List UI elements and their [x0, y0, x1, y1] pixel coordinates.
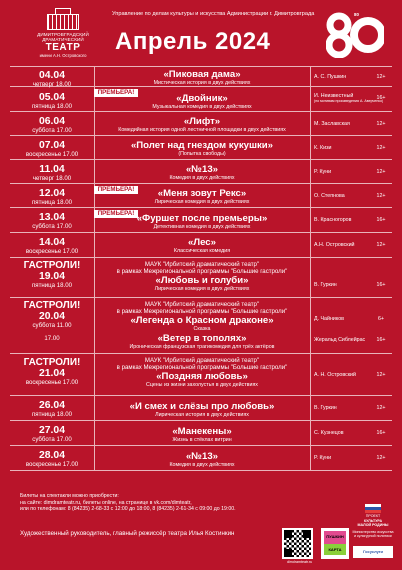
- event-program: в рамках Межрегиональной программы "Большие гастроли": [116, 364, 288, 371]
- project-logo: [354, 504, 392, 528]
- tickets-line-3: или по телефонам: 8 (84235) 2-68-33 с 12:00 до 18:00, 8 (84235) 2-61-34 с 09:00 до 19:00.: [20, 506, 236, 512]
- event-date: 28.04: [38, 450, 65, 461]
- age-rating: 16+: [376, 217, 386, 223]
- event-author: В. Гуркин: [314, 282, 337, 288]
- event-date: 06.04: [38, 116, 65, 127]
- event-row: [10, 396, 392, 421]
- event-desc: Комедия в двух действиях: [169, 175, 235, 181]
- event-title: «Лифт»: [183, 116, 221, 127]
- event-title: «Поздняя любовь»: [156, 371, 248, 382]
- event-date: 07.04: [38, 140, 65, 151]
- tour-label: ГАСТРОЛИ!: [23, 260, 81, 271]
- event-day: пятница 18.00: [32, 282, 72, 289]
- event-row: [10, 67, 392, 87]
- event-row: [10, 136, 392, 160]
- event-desc: Детективная комедия в двух действиях: [153, 224, 251, 230]
- season-80-icon: [326, 12, 384, 58]
- event-day: воскресенье 17.00: [25, 151, 79, 158]
- age-rating: 16+: [376, 282, 386, 288]
- event-date: 21.04: [38, 368, 65, 379]
- event-author: М. Заславская: [314, 121, 350, 127]
- event-title: «И смех и слёзы про любовь»: [129, 401, 275, 412]
- event-author: К. Кизи: [314, 145, 332, 151]
- event-title-2: «Ветер в тополях»: [157, 332, 247, 344]
- event-program: в рамках Межрегиональной программы "Большие гастроли": [116, 308, 288, 315]
- event-day: воскресенье 17.00: [25, 248, 79, 255]
- event-day: пятница 18.00: [32, 411, 72, 418]
- event-author: А.Н. Островский: [314, 242, 355, 248]
- event-author: Р. Куни: [314, 169, 332, 175]
- poster-header: [0, 0, 402, 66]
- event-author: Д. Чайников: [314, 316, 344, 322]
- event-presenter: МАУК "Ирбитский драматический театр": [144, 357, 260, 364]
- event-day: воскресенье 17.00: [25, 379, 79, 386]
- event-row: [10, 184, 392, 208]
- event-author: И. Неизвестный: [314, 93, 354, 99]
- premiere-badge: ПРЕМЬЕРА!: [94, 89, 138, 97]
- event-day: пятница 18.00: [32, 103, 72, 110]
- event-title: «Меня зовут Рекс»: [157, 188, 247, 199]
- age-rating: 12+: [376, 145, 386, 151]
- logo-line-3: имени А.Н. Островского: [39, 53, 87, 58]
- event-desc: Лирическая история в двух действиях: [155, 412, 249, 418]
- event-day: суббота 17.00: [32, 436, 72, 443]
- event-date: 20.04: [38, 311, 65, 322]
- administration-line: Управление по делам культуры и искусства Администрации г. Димитровграда: [112, 11, 315, 17]
- event-date: 27.04: [38, 425, 65, 436]
- qr-caption: dimdramteatr.ru: [287, 560, 313, 564]
- event-row: [10, 354, 392, 396]
- premiere-badge: ПРЕМЬЕРА!: [94, 186, 138, 194]
- event-row: [10, 208, 392, 233]
- premiere-badge: ПРЕМЬЕРА!: [94, 210, 138, 218]
- age-rating: 12+: [376, 405, 386, 411]
- project-line-1: ПРОЕКТ: [365, 514, 381, 518]
- age-rating: 12+: [376, 121, 386, 127]
- event-row: [10, 233, 392, 258]
- tour-label: ГАСТРОЛИ!: [23, 300, 81, 311]
- theatre-building-icon: [47, 8, 79, 30]
- event-author-note: (по мотивам произведения А. Аверченко): [314, 99, 384, 104]
- age-rating: 12+: [376, 193, 386, 199]
- logo-line-2: ТЕАТР: [45, 42, 81, 53]
- event-date: 26.04: [38, 400, 65, 411]
- age-rating-2: 16+: [376, 337, 386, 343]
- event-title: «Пиковая дама»: [163, 69, 241, 80]
- project-line-2: КУЛЬТУРА: [363, 518, 383, 523]
- event-day: воскресенье 17.00: [25, 461, 79, 468]
- tickets-line-1: Билеты на спектакли можно приобрести:: [20, 493, 119, 499]
- age-rating: 12+: [376, 455, 386, 461]
- event-author: А. Н. Островский: [314, 372, 356, 378]
- event-date: 05.04: [38, 92, 65, 103]
- event-desc: Комедия в двух действиях: [169, 462, 235, 468]
- qr-code-icon[interactable]: [282, 528, 313, 559]
- project-line-3: МАЛОЙ РОДИНЫ: [357, 523, 389, 528]
- event-row: [10, 258, 392, 298]
- event-desc: Мистическая история в двух действиях: [153, 80, 251, 86]
- pushkin-card-logo: [321, 528, 349, 559]
- event-row: [10, 421, 392, 446]
- age-rating: 12+: [376, 169, 386, 175]
- event-title: «Двойник»: [176, 93, 228, 104]
- russian-flag-icon: [365, 504, 381, 513]
- event-title: «№13»: [185, 164, 219, 175]
- event-row: [10, 112, 392, 136]
- event-day: суббота 17.00: [32, 127, 72, 134]
- tickets-line-2[interactable]: на сайте: dimdramteatr.ru, билеты online, на странице в vk.com/dimteatr,: [20, 499, 192, 506]
- event-author: В. Красногоров: [314, 217, 352, 223]
- event-day: суббота 11.00: [32, 322, 72, 329]
- event-desc: Лирическая комедия в двух действиях: [154, 199, 250, 205]
- event-day: четверг 18.00: [32, 175, 72, 182]
- theatre-logo: [22, 8, 104, 58]
- event-desc: Комедийная история одной лестничной площадки в двух действиях: [118, 127, 286, 133]
- event-desc-2: Ироническая французская трагикомедия для трёх актёров: [129, 343, 275, 350]
- event-date: 13.04: [38, 212, 65, 223]
- event-row: [10, 446, 392, 471]
- event-date: 19.04: [38, 271, 65, 282]
- event-title: «№13»: [185, 451, 219, 462]
- pushkin-label-bottom: КАРТА: [328, 547, 342, 552]
- age-rating: 12+: [376, 74, 386, 80]
- event-row: [10, 160, 392, 184]
- age-rating: 6+: [377, 316, 385, 322]
- event-title: «Любовь и голуби»: [155, 275, 249, 286]
- gosuslugi-logo: Госуслуги: [353, 546, 393, 558]
- age-rating: 16+: [376, 430, 386, 436]
- event-date: 11.04: [39, 164, 65, 175]
- logo-line-1: ДИМИТРОВГРАДСКИЙ ДРАМАТИЧЕСКИЙ: [37, 32, 89, 42]
- schedule-table: [10, 66, 392, 471]
- event-date: 14.04: [38, 237, 65, 248]
- season-80-badge: [326, 12, 384, 58]
- event-date: 04.04: [38, 70, 65, 81]
- event-day: четверг 18.00: [32, 81, 72, 88]
- event-presenter: МАУК "Ирбитский драматический театр": [144, 301, 260, 308]
- event-desc: Музыкальная комедия в двух действиях: [152, 104, 252, 110]
- event-desc: Лирическая комедия в двух действиях: [154, 286, 250, 292]
- age-rating: 12+: [376, 242, 386, 248]
- event-title: «Фуршет после премьеры»: [136, 213, 268, 224]
- tour-label: ГАСТРОЛИ!: [23, 357, 81, 368]
- event-author: С. Кузнецов: [314, 430, 344, 436]
- event-day: пятница 18.00: [32, 199, 72, 206]
- age-rating: 12+: [376, 372, 386, 378]
- event-presenter: МАУК "Ирбитский драматический театр": [144, 261, 260, 268]
- event-row: [10, 87, 392, 112]
- page-title: Апрель 2024: [115, 28, 271, 55]
- tickets-info: [20, 493, 236, 513]
- event-author: В. Гуркин: [314, 405, 337, 411]
- event-desc: Сказка: [193, 326, 211, 332]
- event-author: Р. Куни: [314, 455, 332, 461]
- event-date: 12.04: [38, 188, 65, 199]
- season-number: 80: [354, 12, 359, 17]
- event-author: О. Степнова: [314, 193, 345, 199]
- event-desc: Классическая комедия: [173, 248, 231, 254]
- event-program: в рамках Межрегиональной программы "Большие гастроли": [116, 268, 288, 275]
- event-desc: (Попытка свободы): [178, 151, 226, 157]
- ministry-label: Министерство искусства и культурной политики: [352, 530, 394, 539]
- age-rating: 16+: [376, 95, 386, 101]
- event-author: А. С. Пушкин: [314, 74, 347, 80]
- event-title: «Манекены»: [172, 426, 232, 437]
- event-row: [10, 298, 392, 354]
- event-desc: Жизнь в стёклах витрин: [172, 437, 232, 443]
- event-day: суббота 17.00: [32, 223, 72, 230]
- event-title: «Лес»: [188, 237, 216, 248]
- event-desc: Сцены из жизни захолустья в двух действиях: [146, 382, 258, 388]
- event-title: «Легенда о Красном драконе»: [130, 315, 274, 326]
- artistic-director: Художественный руководитель, главный режиссёр театра Илья Костинкин: [20, 530, 235, 537]
- event-time-2: 17.00: [44, 335, 60, 342]
- event-title: «Полет над гнездом кукушки»: [130, 140, 274, 151]
- pushkin-label-top: ПУШКИН: [326, 534, 344, 539]
- event-author-2: Жеральд Сиблейрас: [314, 337, 366, 343]
